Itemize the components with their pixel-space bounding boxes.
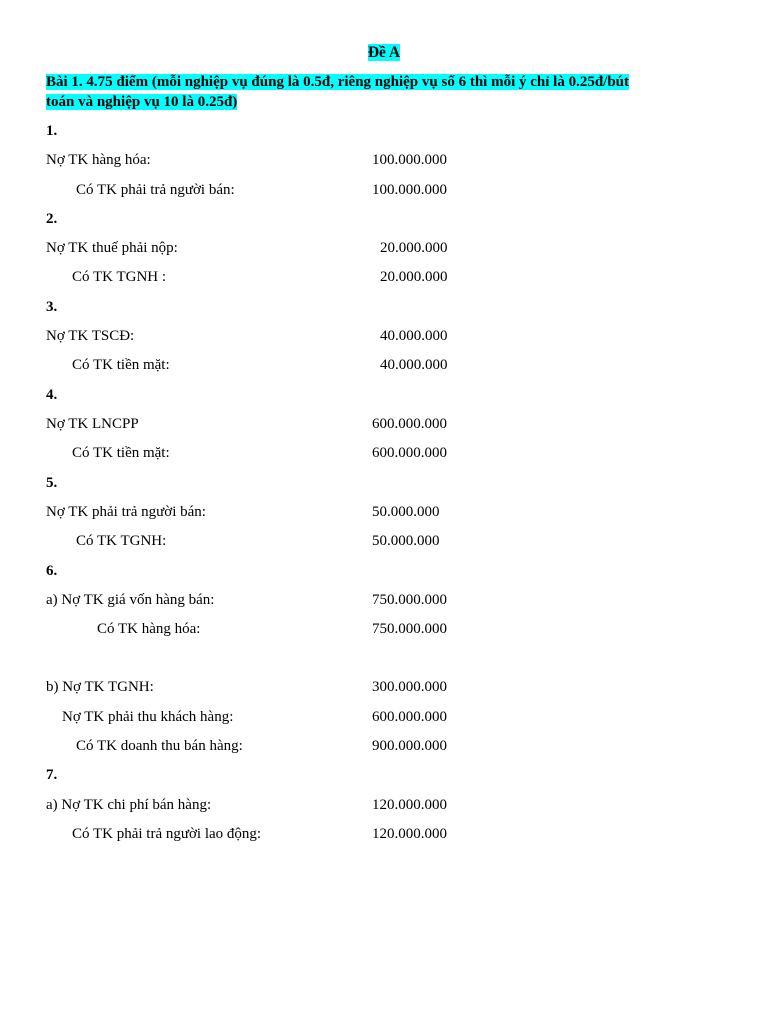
- journal-line: [0, 707, 768, 727]
- account-label: Có TK phải trả người lao động:: [72, 826, 262, 842]
- amount-value: 50.000.000: [372, 504, 440, 520]
- account-label: Có TK phải trả người bán:: [76, 182, 235, 198]
- account-label: Có TK TGNH :: [72, 269, 167, 285]
- journal-line: [0, 502, 768, 522]
- amount-value: 100.000.000: [372, 182, 447, 198]
- journal-line: [0, 267, 768, 287]
- account-label: Có TK tiền mặt:: [72, 445, 170, 461]
- journal-line: [0, 736, 768, 756]
- amount-value: 600.000.000: [372, 709, 447, 725]
- account-label: Có TK tiền mặt:: [72, 357, 170, 373]
- journal-line: [0, 619, 768, 639]
- journal-line: [0, 326, 768, 346]
- account-label: Có TK hàng hóa:: [97, 621, 201, 637]
- journal-line: [0, 590, 768, 610]
- amount-value: 900.000.000: [372, 738, 447, 754]
- journal-line: [0, 795, 768, 815]
- account-label: b) Nợ TK TGNH:: [46, 679, 154, 695]
- journal-line: [0, 677, 768, 697]
- page-title: [0, 44, 768, 62]
- amount-value: 600.000.000: [372, 416, 447, 432]
- entry-number: 4.: [46, 387, 58, 403]
- journal-line: [0, 355, 768, 375]
- entry-number: 2.: [46, 211, 58, 227]
- entry-number-row: [0, 297, 768, 317]
- amount-value: 20.000.000: [380, 240, 448, 256]
- account-label: Nợ TK thuế phải nộp:: [46, 240, 178, 256]
- entry-number: 5.: [46, 475, 58, 491]
- account-label: Nợ TK phải thu khách hàng:: [62, 709, 234, 725]
- entry-number-row: [0, 561, 768, 581]
- amount-value: 600.000.000: [372, 445, 447, 461]
- journal-line: [0, 824, 768, 844]
- journal-line: [0, 180, 768, 200]
- page-title-text: Đề A: [367, 44, 401, 61]
- journal-line: [0, 414, 768, 434]
- account-label: Nợ TK hàng hóa:: [46, 152, 151, 168]
- account-label: Nợ TK TSCĐ:: [46, 328, 135, 344]
- exercise-heading-line-1: Bài 1. 4.75 điểm (mỗi nghiệp vụ đúng là 0.5đ, riêng nghiệp vụ số 6 thì mỗi ý chỉ là 0.25đ/bút: [46, 74, 630, 90]
- account-label: Có TK TGNH:: [76, 533, 167, 549]
- amount-value: 750.000.000: [372, 592, 447, 608]
- entry-number-row: [0, 121, 768, 141]
- entry-number: 7.: [46, 767, 58, 783]
- amount-value: 20.000.000: [380, 269, 448, 285]
- journal-line: [0, 238, 768, 258]
- amount-value: 50.000.000: [372, 533, 440, 549]
- account-label: Nợ TK phải trả người bán:: [46, 504, 206, 520]
- amount-value: 120.000.000: [372, 797, 447, 813]
- entry-number: 1.: [46, 123, 58, 139]
- journal-line: [0, 443, 768, 463]
- entry-number-row: [0, 209, 768, 229]
- account-label: a) Nợ TK chi phí bán hàng:: [46, 797, 212, 813]
- entry-number-row: [0, 765, 768, 785]
- account-label: a) Nợ TK giá vốn hàng bán:: [46, 592, 215, 608]
- amount-value: 120.000.000: [372, 826, 447, 842]
- entry-number-row: [0, 473, 768, 493]
- amount-value: 40.000.000: [380, 357, 448, 373]
- amount-value: 100.000.000: [372, 152, 447, 168]
- entry-number-row: [0, 385, 768, 405]
- account-label: Nợ TK LNCPP: [46, 416, 139, 432]
- entry-number: 3.: [46, 299, 58, 315]
- entry-number: 6.: [46, 563, 58, 579]
- account-label: Có TK doanh thu bán hàng:: [76, 738, 243, 754]
- amount-value: 750.000.000: [372, 621, 447, 637]
- journal-line: [0, 150, 768, 170]
- amount-value: 300.000.000: [372, 679, 447, 695]
- journal-line: [0, 531, 768, 551]
- exercise-heading: [46, 72, 726, 112]
- exercise-heading-line-2: toán và nghiệp vụ 10 là 0.25đ): [46, 94, 238, 110]
- amount-value: 40.000.000: [380, 328, 448, 344]
